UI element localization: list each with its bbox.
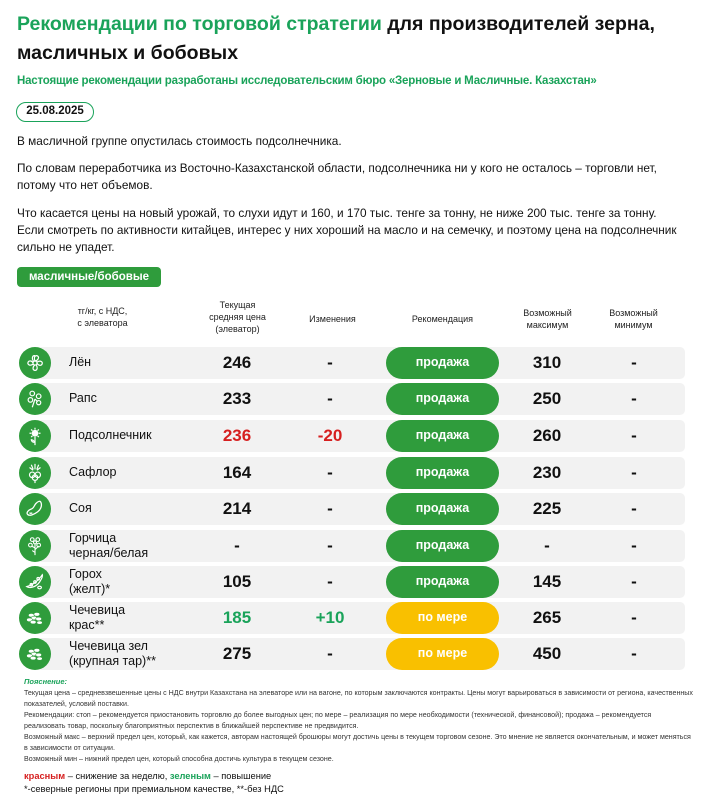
header-min-text: Возможный минимум: [609, 308, 658, 330]
possible-min: -: [631, 608, 637, 627]
current-price: 185: [222, 608, 252, 627]
price-change: -: [327, 353, 333, 372]
notes-title: Пояснение:: [24, 677, 68, 686]
price-change: -: [327, 499, 333, 518]
sunflower-icon: [19, 420, 51, 452]
possible-min: -: [631, 572, 637, 591]
paragraph-1: В масличной группе опустилась стоимость подсолнечника.: [17, 134, 342, 148]
title-rest: для производителей зерна, масличных и бобовых: [17, 13, 655, 64]
header-change-text: Изменения: [309, 314, 356, 324]
header-recommendation: [385, 313, 500, 325]
current-price: -: [234, 536, 240, 555]
possible-max: 145: [532, 572, 562, 591]
current-price: 275: [222, 644, 252, 663]
possible-max: 265: [532, 608, 562, 627]
rapeseed-icon: [19, 383, 51, 415]
header-recommendation-text: Рекомендация: [411, 314, 474, 324]
recommendation-badge: продажа: [386, 457, 499, 489]
lentils-icon: [19, 638, 51, 670]
possible-max: 260: [532, 426, 562, 445]
crop-name: Горох (желт)*: [69, 567, 111, 596]
possible-min: -: [631, 426, 637, 445]
header-price-text: Текущая средняя цена (элеватор): [209, 300, 266, 334]
possible-min: -: [631, 499, 637, 518]
header-max: [510, 307, 585, 331]
legend: [24, 770, 284, 795]
note-line: Возможный мин – нижний предел цен, который способна достичь культура в текущем сезоне.: [24, 755, 334, 763]
legend-green-word: зеленым: [169, 771, 211, 781]
possible-max: 225: [532, 499, 562, 518]
header-unit-text: тг/кг, с НДС, с элеватора: [77, 306, 128, 328]
possible-min: -: [631, 353, 637, 372]
legend-footnote: *-северные регионы при премиальном качестве, **-без НДС: [24, 783, 284, 794]
date-badge: 25.08.2025: [16, 102, 94, 122]
title-highlight: Рекомендации по торговой стратегии: [17, 13, 382, 35]
price-change: -20: [317, 426, 343, 445]
page-title: [17, 10, 697, 68]
legend-red-desc: – снижение за неделю,: [65, 771, 170, 781]
crop-name: Чечевица крас**: [69, 603, 126, 632]
recommendation-badge: продажа: [386, 383, 499, 415]
possible-max: 230: [532, 463, 562, 482]
subtitle: Настоящие рекомендации разработаны исследовательским бюро «Зерновые и Масличные. Казахстан»: [17, 75, 597, 87]
soybean-icon: [19, 493, 51, 525]
crop-name: Чечевица зел (крупная тар)**: [69, 639, 156, 668]
current-price: 105: [222, 572, 252, 591]
recommendation-badge: продажа: [386, 530, 499, 562]
pea-pod-icon: [19, 566, 51, 598]
crop-name: Соя: [69, 501, 92, 515]
mustard-plant-icon: [19, 530, 51, 562]
section-tag: масличные/бобовые: [17, 267, 161, 287]
recommendation-badge: продажа: [386, 347, 499, 379]
price-change: +10: [315, 608, 345, 627]
note-line: Рекомендации: стоп – рекомендуется приостановить торговлю до более выгодных цен; по мере – реализация по мере необходимости (технической, финансовой); продажа – рекомендуется реализовать товар, поскольку благоприятных перспектив в ближайшей перспективе не предвидится.: [24, 711, 652, 730]
lentils-icon: [19, 602, 51, 634]
possible-max: 310: [532, 353, 562, 372]
crop-name: Лён: [69, 355, 92, 369]
current-price: 246: [222, 353, 252, 372]
header-max-text: Возможный максимум: [523, 308, 572, 330]
current-price: 236: [222, 426, 252, 445]
legend-colors: [24, 770, 284, 783]
header-change: [295, 313, 370, 325]
possible-min: -: [631, 389, 637, 408]
crop-name: Подсолнечник: [69, 428, 152, 442]
possible-max: 250: [532, 389, 562, 408]
recommendation-badge: продажа: [386, 566, 499, 598]
paragraph-3: Что касается цены на новый урожай, то слухи идут и 160, и 170 тыс. тенге за тонну, не ниже 200 тыс. тенге за тонну. Если смотреть по активности китайцев, интерес у них хороший на масло и на семечку, и поэтому цена на подсолнечник сильно не упадет.: [17, 206, 677, 254]
flax-flower-icon: [19, 347, 51, 379]
recommendation-badge: продажа: [386, 420, 499, 452]
header-min: [596, 307, 671, 331]
current-price: 214: [222, 499, 252, 518]
price-change: -: [327, 572, 333, 591]
possible-max: 450: [532, 644, 562, 663]
header-price: [195, 299, 280, 335]
price-change: -: [327, 536, 333, 555]
note-line: Текущая цена – средневзвешенные цены с НДС внутри Казахстана на элеваторе или на вагоне, по которым заключаются контракты. Цены могут варьироваться в зависимости от региона, качественных показателей, условий поставки.: [24, 689, 693, 708]
possible-max: -: [544, 536, 550, 555]
possible-min: -: [631, 644, 637, 663]
current-price: 233: [222, 389, 252, 408]
legend-red-word: красным: [24, 771, 66, 781]
price-change: -: [327, 644, 333, 663]
notes: [24, 688, 694, 765]
current-price: 164: [222, 463, 252, 482]
price-change: -: [327, 389, 333, 408]
crop-name: Сафлор: [69, 465, 117, 479]
safflower-icon: [19, 457, 51, 489]
possible-min: -: [631, 463, 637, 482]
recommendation-badge: по мере: [386, 602, 499, 634]
possible-min: -: [631, 536, 637, 555]
header-unit: [60, 305, 145, 329]
recommendation-badge: продажа: [386, 493, 499, 525]
price-change: -: [327, 463, 333, 482]
note-line: Возможный макс – верхний предел цен, который, как кажется, авторам настоящей брошюры могут достичь цены в текущем торговом сезоне. Это мнение не является окончательным, и может меняться в зависимости от ситуации.: [24, 733, 691, 752]
paragraph-2: По словам переработчика из Восточно-Казахстанской области, подсолнечника ни у кого не осталось – торговли нет, потому что нет объемов.: [17, 161, 657, 192]
crop-name: Рапс: [69, 391, 97, 405]
recommendation-badge: по мере: [386, 638, 499, 670]
legend-green-desc: – повышение: [210, 771, 272, 781]
crop-name: Горчица черная/белая: [69, 531, 149, 560]
